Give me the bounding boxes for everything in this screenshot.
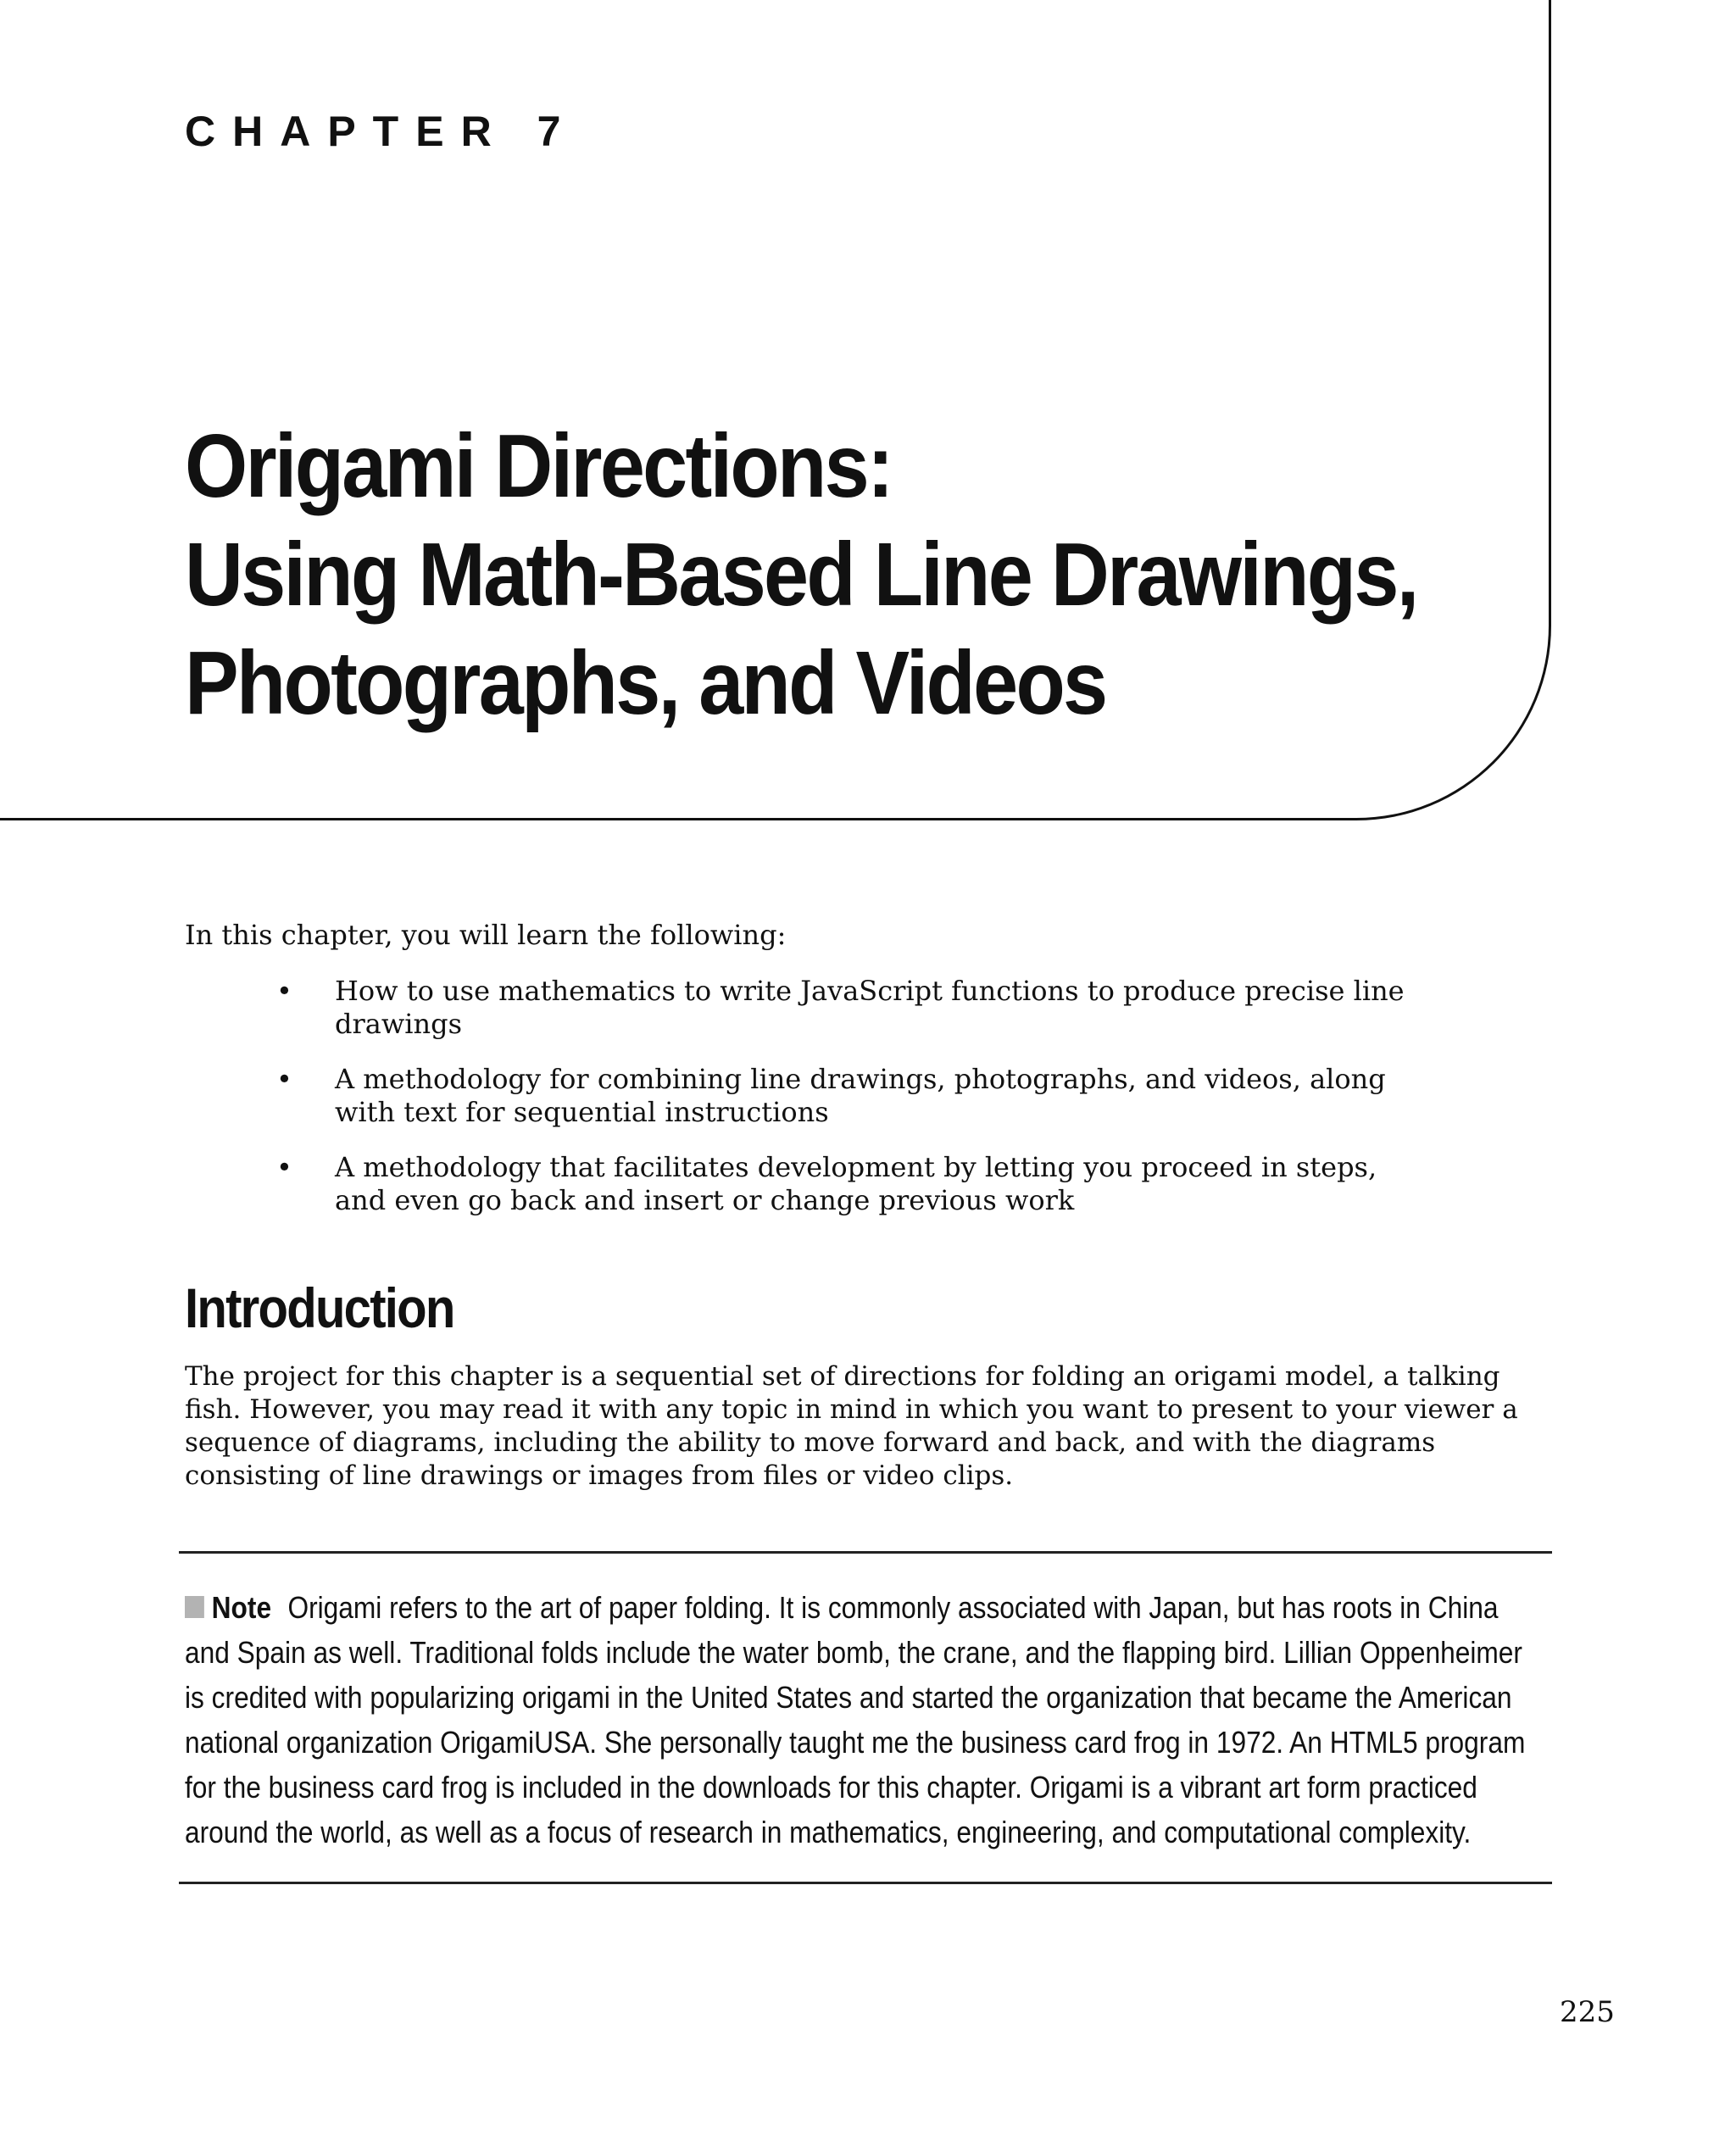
list-item xyxy=(0,975,1420,1041)
note-bottom-divider xyxy=(179,1882,1552,1884)
list-item-text: A methodology for combining line drawings, photographs, and videos, along with text for sequential instructions xyxy=(335,1063,1386,1128)
list-item-text: A methodology that facilitates development by letting you proceed in steps, and even go back and insert or change previous work xyxy=(335,1151,1377,1216)
list-item-text: How to use mathematics to write JavaScript functions to produce precise line drawings xyxy=(335,975,1405,1040)
note-square-icon xyxy=(185,1596,204,1618)
bullet-icon: • xyxy=(276,975,292,1007)
chapter-title-line-1: Origami Directions: xyxy=(185,416,893,516)
introduction-paragraph: The project for this chapter is a sequential set of directions for folding an origami model, a talking fish. However, you may read it with any topic in mind in which you want to present to your viewer a sequence of diagrams, including the ability to move forward and back, and with the diagrams consisting of line drawings or images from files or video clips. xyxy=(185,1361,1518,1491)
list-item xyxy=(0,1151,1420,1217)
page-number: 225 xyxy=(1560,1995,1615,2029)
note-label: Note xyxy=(211,1590,272,1625)
note-top-divider xyxy=(179,1551,1552,1554)
list-item xyxy=(0,1063,1420,1129)
bullet-icon: • xyxy=(276,1151,292,1183)
bullet-icon: • xyxy=(276,1063,292,1095)
chapter-title-line-2: Using Math-Based Line Drawings, xyxy=(185,525,1417,625)
chapter-title xyxy=(185,412,1417,737)
note-box xyxy=(185,1585,1527,1855)
learning-objectives-list xyxy=(0,975,1736,1239)
chapter-label: CHAPTER 7 xyxy=(185,108,578,155)
note-text: Origami refers to the art of paper folding. It is commonly associated with Japan, but has roots in China and Spain as well. Traditional folds include the water bomb, the crane, and the flapping bird. Lillian Oppenheimer is credited with popularizing origami in the United States and started the organization that became the American national organization OrigamiUSA. She personally taught me the business card frog in 1972. An HTML5 program for the business card frog is included in the downloads for this chapter. Origami is a vibrant art form practiced around the world, as well as a focus of research in mathematics, engineering, and computational complexity. xyxy=(185,1590,1526,1849)
learning-objectives-lead: In this chapter, you will learn the following: xyxy=(185,919,787,951)
introduction-heading: Introduction xyxy=(185,1276,454,1339)
chapter-title-line-3: Photographs, and Videos xyxy=(185,633,1106,733)
